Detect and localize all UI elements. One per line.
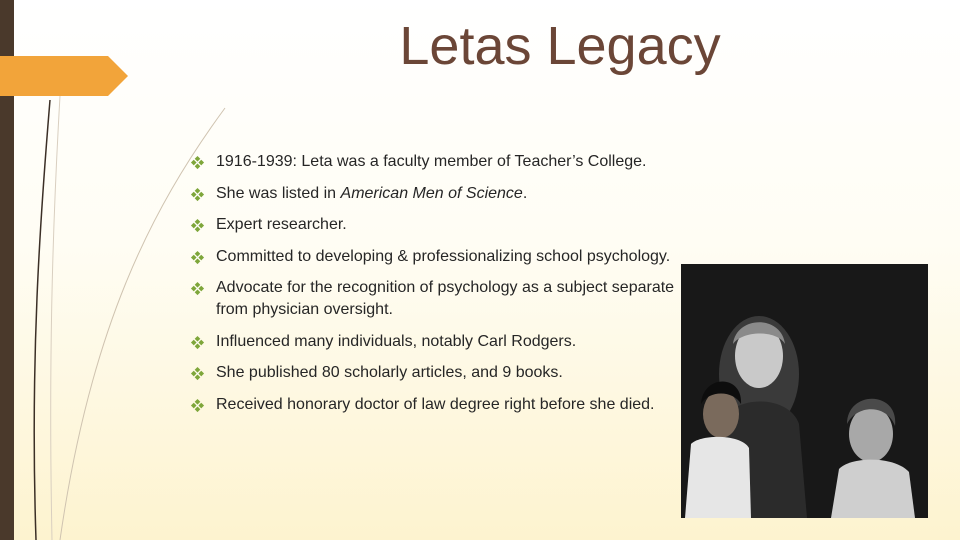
diamond-clover-bullet-icon: [190, 281, 205, 296]
bullet-item: [190, 331, 680, 353]
bullet-list: [190, 151, 680, 425]
bullet-item: [190, 394, 680, 416]
photo-illustration: [681, 264, 928, 518]
diamond-clover-bullet-icon: [190, 155, 205, 170]
bullet-text: Advocate for the recognition of psychology as a subject separate from physician oversight.: [216, 279, 675, 318]
bullet-item: [190, 214, 680, 236]
bullet-item: [190, 246, 680, 268]
diamond-clover-bullet-icon: [190, 218, 205, 233]
book-title: American Men of Science: [340, 184, 523, 202]
orange-tab-arrow: [0, 56, 128, 96]
diamond-clover-bullet-icon: [190, 366, 205, 381]
bullet-text: Influenced many individuals, notably Carl Rodgers.: [216, 332, 577, 350]
bullet-text: She published 80 scholarly articles, and 9 books.: [216, 364, 563, 381]
diamond-clover-bullet-icon: [190, 187, 205, 202]
bullet-text: She was listed in American Men of Science.: [216, 184, 528, 202]
bullet-text: Received honorary doctor of law degree right before she died.: [216, 395, 655, 413]
bullet-item: [190, 151, 680, 173]
diamond-clover-bullet-icon: [190, 335, 205, 350]
diamond-clover-bullet-icon: [190, 398, 205, 413]
slide-title: Letas Legacy: [399, 16, 721, 76]
historical-photo: [681, 264, 928, 518]
diamond-clover-bullet-icon: [190, 250, 205, 265]
bullet-text: 1916-1939: Leta was a faculty member of Teacher’s College.: [216, 153, 647, 170]
bullet-item: [190, 277, 680, 321]
bullet-text: Expert researcher.: [216, 216, 347, 233]
bullet-item: [190, 183, 680, 205]
bullet-item: [190, 362, 680, 384]
bullet-text: Committed to developing & professionalizing school psychology.: [216, 247, 671, 265]
